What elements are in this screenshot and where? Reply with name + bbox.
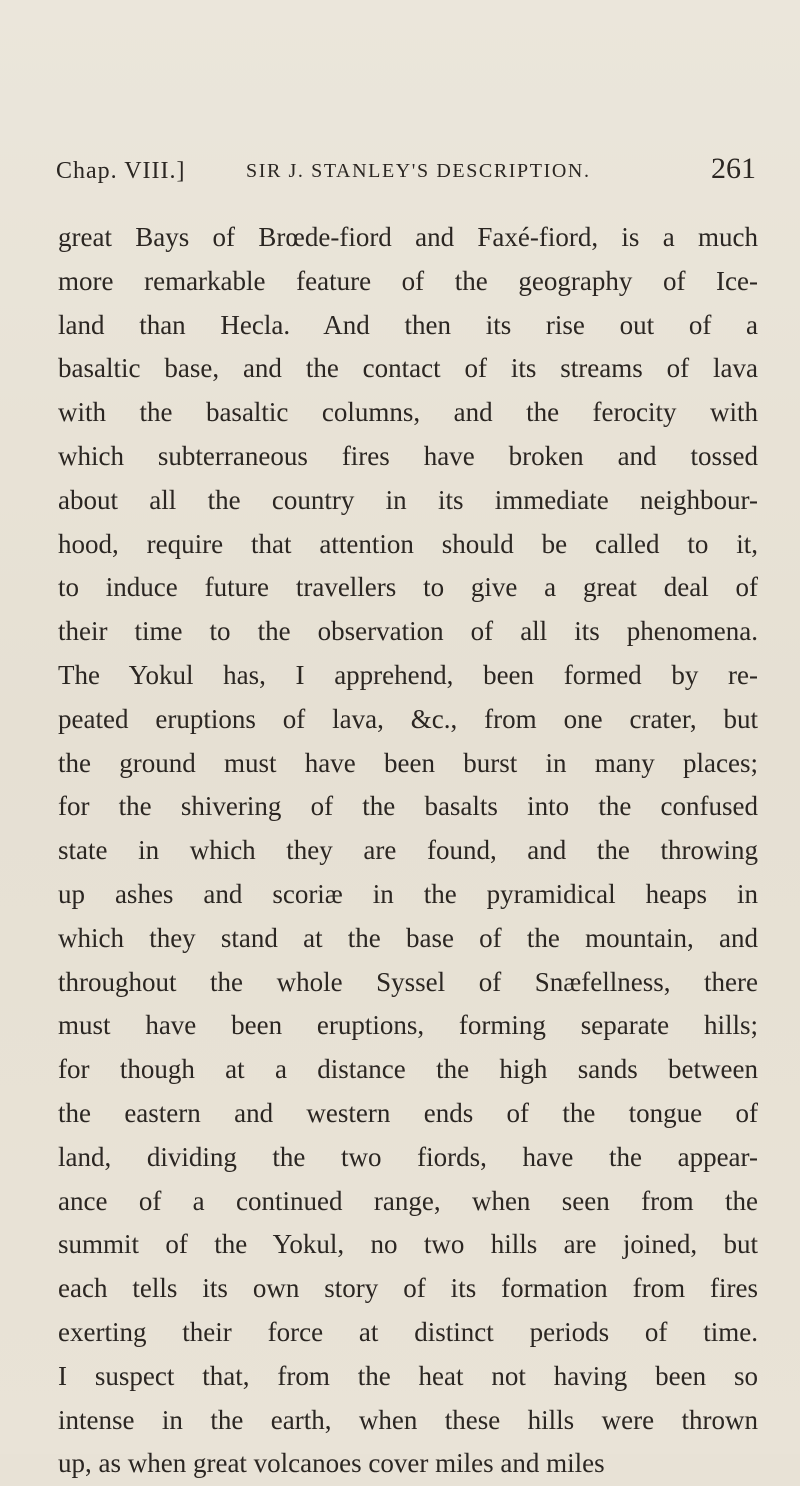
text-line: intense in the earth, when these hills were thrown [58, 1404, 758, 1435]
text-line: state in which they are found, and the throwing [58, 835, 758, 866]
text-line: throughout the whole Syssel of Snæfellness, there [58, 966, 758, 997]
text-line: which they stand at the base of the mountain, and [58, 922, 758, 953]
running-title: SIR J. STANLEY'S DESCRIPTION. [246, 160, 591, 182]
text-line: I suspect that, from the heat not having been so [58, 1360, 758, 1391]
text-line: more remarkable feature of the geography of Ice- [58, 265, 758, 296]
text-line: The Yokul has, I apprehend, been formed by re- [58, 659, 758, 690]
chapter-label: Chap. VIII.] [56, 158, 186, 184]
text-line: land, dividing the two fiords, have the appear- [58, 1141, 758, 1172]
text-line: hood, require that attention should be called to it, [58, 528, 758, 559]
text-line: for the shivering of the basalts into the confused [58, 791, 758, 822]
text-line: land than Hecla. And then its rise out of a [58, 309, 758, 340]
text-line: which subterraneous fires have broken and tossed [58, 440, 758, 471]
text-line: the eastern and western ends of the tongue of [58, 1097, 758, 1128]
text-line: ance of a continued range, when seen from the [58, 1185, 758, 1216]
text-line: for though at a distance the high sands between [58, 1054, 758, 1085]
text-line: peated eruptions of lava, &c., from one crater, but [58, 703, 758, 734]
text-line: the ground must have been burst in many places; [58, 747, 758, 778]
page-header [56, 150, 756, 196]
text-line: up, as when great volcanoes cover miles and miles [58, 1448, 605, 1479]
text-line: each tells its own story of its formation from fires [58, 1273, 758, 1304]
text-line: with the basaltic columns, and the ferocity with [58, 397, 758, 428]
text-line: great Bays of Brœde-fiord and Faxé-fiord, is a much [58, 222, 758, 252]
text-line: about all the country in its immediate neighbour- [58, 484, 758, 515]
page-number: 261 [711, 152, 756, 185]
text-line: their time to the observation of all its phenomena. [58, 616, 758, 647]
text-line: up ashes and scoriæ in the pyramidical heaps in [58, 878, 758, 909]
text-line: basaltic base, and the contact of its streams of lava [58, 353, 758, 384]
text-line: must have been eruptions, forming separate hills; [58, 1010, 758, 1041]
text-line: exerting their force at distinct periods of time. [58, 1316, 758, 1347]
body-text [58, 216, 758, 1486]
text-line: summit of the Yokul, no two hills are joined, but [58, 1229, 758, 1260]
text-line: to induce future travellers to give a great deal of [58, 572, 758, 603]
